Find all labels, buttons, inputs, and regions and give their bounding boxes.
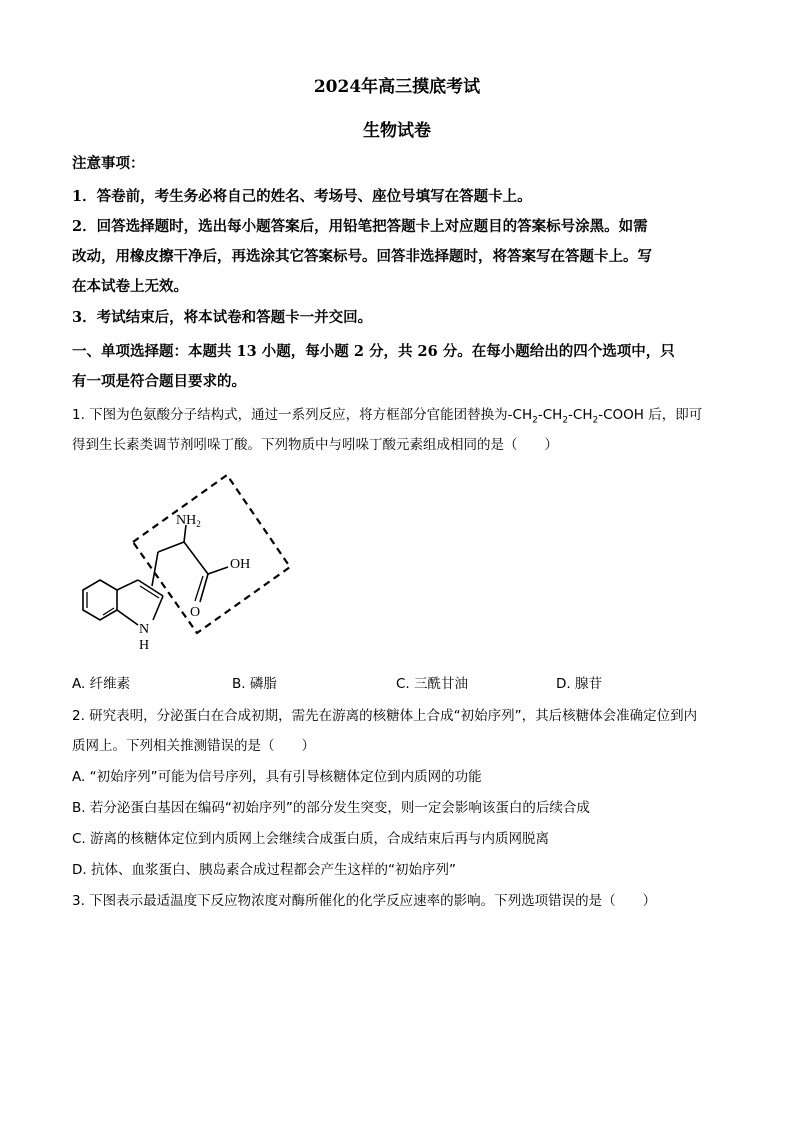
note-item-2-cont: 改动，用橡皮擦干净后，再选涂其它答案标号。回答非选择题时，将答案写在答题卡上。写 [72, 248, 652, 265]
q2-stem-line1: 2. 研究表明，分泌蛋白在合成初期，需先在游离的核糖体上合成“初始序列”，其后核糖体会准确定位到内 [72, 708, 698, 724]
hydrogen-label: H [139, 638, 150, 653]
nitrogen-label: N [139, 622, 150, 637]
note-item-2-end: 在本试卷上无效。 [72, 278, 188, 295]
note-item-3: 3．考试结束后，将本试卷和答题卡一并交回。 [72, 309, 373, 326]
note-item-1: 1．答卷前，考生务必将自己的姓名、考场号、座位号填写在答题卡上。 [72, 188, 532, 205]
q1-option-a[interactable]: A. 纤维素 [72, 676, 131, 692]
exam-title: 2024年高三摸底考试 [313, 77, 481, 97]
tryptophan-structure-diagram [60, 470, 310, 660]
q1-stem-line2: 得到生长素类调节剂吲哚丁酸。下列物质中与吲哚丁酸元素组成相同的是（ ） [72, 437, 558, 453]
hydroxyl-label: OH [230, 557, 251, 572]
q1-stem-line1: 1. 下图为色氨酸分子结构式，通过一系列反应，将方框部分官能团替换为$-CH_2-CH_2-CH_2$-COOH 后，即可 [72, 407, 703, 426]
q2-stem-line2: 质网上。下列相关推测错误的是（ ） [72, 738, 315, 754]
exam-subtitle: 生物试卷 [363, 121, 431, 141]
side-chain-bond [152, 552, 158, 586]
q2-option-c[interactable]: C. 游离的核糖体定位到内质网上会继续合成蛋白质，合成结束后再与内质网脱离 [72, 831, 550, 847]
section-heading-cont: 有一项是符合题目要求的。 [72, 373, 246, 390]
dashed-selection-box [133, 475, 290, 633]
oxygen-label: O [190, 605, 201, 620]
q1-option-b[interactable]: B. 磷脂 [232, 676, 277, 692]
q3-stem-line1: 3. 下图表示最适温度下反应物浓度对酶所催化的化学反应速率的影响。下列选项错误的是（ ） [72, 893, 657, 909]
note-item-2: 2．回答选择题时，选出每小题答案后，用铅笔把答题卡上对应题目的答案标号涂黑。如需 [72, 218, 648, 235]
q1-option-d[interactable]: D. 腺苷 [556, 676, 602, 692]
pyrrole-bond [117, 580, 138, 590]
benzene-ring [83, 580, 117, 620]
section-heading: 一、单项选择题：本题共 13 小题，每小题 2 分，共 26 分。在每小题给出的四个选项中，只 [72, 343, 675, 360]
notes-heading: 注意事项： [72, 155, 145, 172]
q2-option-d[interactable]: D. 抗体、血浆蛋白、胰岛素合成过程都会产生这样的“初始序列” [72, 862, 456, 878]
q2-option-b[interactable]: B. 若分泌蛋白基因在编码“初始序列”的部分发生突变，则一定会影响该蛋白的后续合成 [72, 800, 590, 816]
q2-option-a[interactable]: A. “初始序列”可能为信号序列，具有引导核糖体定位到内质网的功能 [72, 769, 482, 785]
amine-label: $NH_2$ [176, 513, 201, 529]
q1-option-c[interactable]: C. 三酰甘油 [396, 676, 469, 692]
